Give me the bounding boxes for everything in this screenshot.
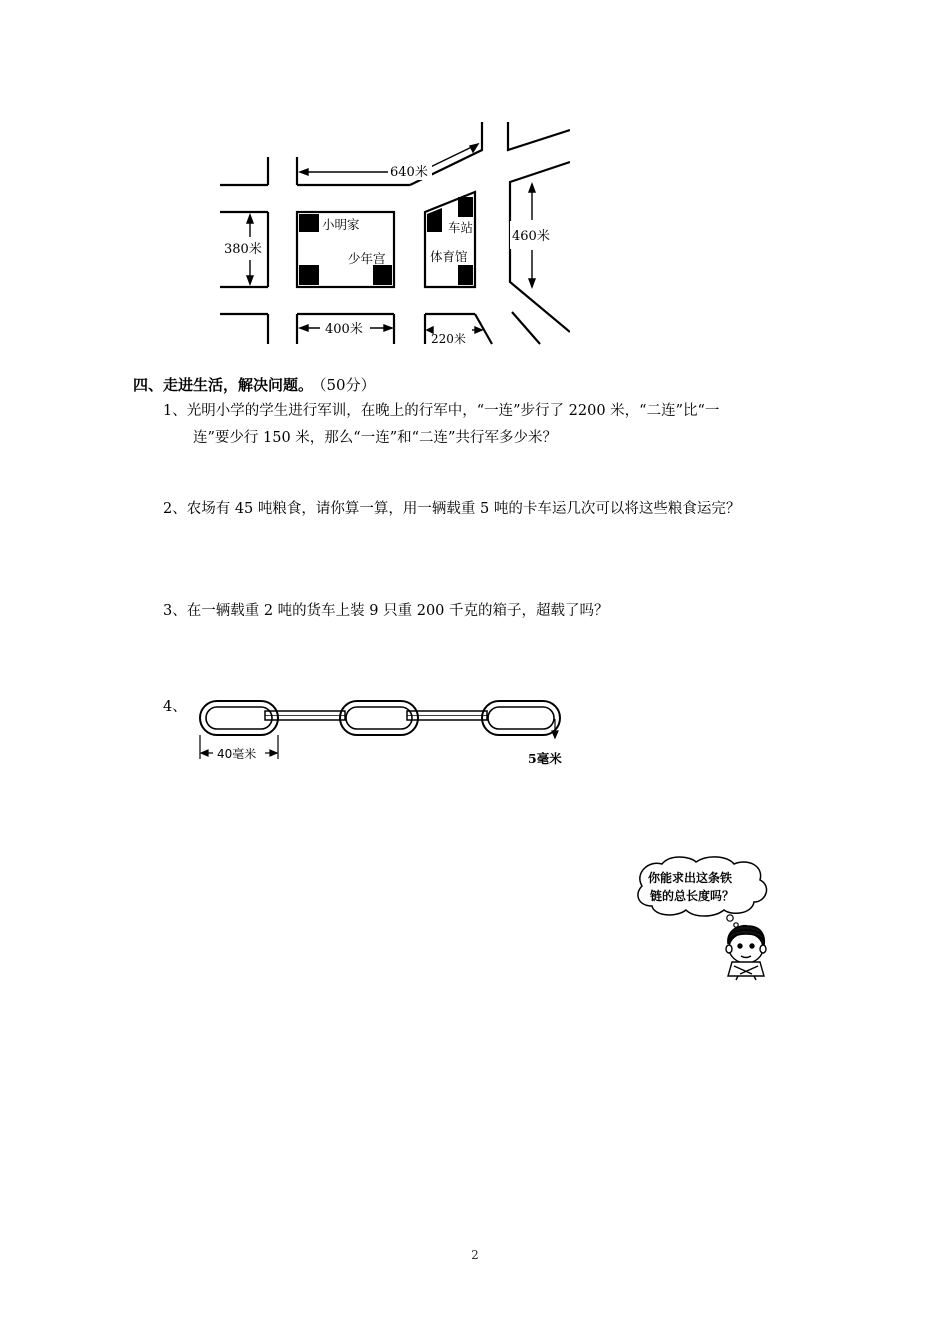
section-points: （50分） — [319, 376, 376, 394]
map-dist-220: 220米 — [431, 332, 466, 346]
speech-cloud — [638, 857, 767, 916]
map-dist-460: 460米 — [512, 229, 550, 244]
map-label-youth-palace: 少年宫 — [348, 251, 386, 266]
chain-link-length-label: 40毫米 — [217, 747, 257, 761]
chain-thickness-label: 5毫米 — [528, 751, 562, 766]
map-label-gym: 体育馆 — [430, 249, 468, 264]
question-2: 2、农场有 45 吨粮食，请你算一算，用一辆载重 5 吨的卡车运几次可以将这些粮食运完？ — [163, 501, 741, 517]
section-heading — [133, 374, 376, 395]
street-map-figure — [220, 122, 570, 348]
bubble-line-1: 你能求出这条铁 — [648, 871, 733, 885]
question-1 — [163, 398, 813, 452]
thinking-boy-icon — [726, 926, 766, 980]
question-1-line-1: 1、光明小学的学生进行军训，在晚上的行军中，“一连”步行了 2200 米，“二连”比“一 — [163, 403, 720, 419]
page-number: 2 — [471, 1248, 479, 1262]
thought-bubble-figure — [632, 852, 782, 982]
map-dist-640: 640米 — [390, 165, 428, 180]
map-label-xiaoming-home: 小明家 — [322, 217, 360, 232]
question-3: 3、在一辆载重 2 吨的货车上装 9 只重 200 千克的箱子，超载了吗？ — [163, 603, 609, 619]
section-title-text: 四、走进生活，解决问题。 — [133, 376, 314, 394]
question-4-number: 4、 — [163, 699, 187, 715]
question-1-line-2: 连”要少行 150 米，那么“一连”和“二连”共行军多少米？ — [193, 430, 557, 446]
map-dist-400: 400米 — [325, 322, 363, 337]
map-dist-380: 380米 — [224, 242, 262, 257]
map-label-station: 车站 — [448, 220, 474, 235]
iron-chain-figure — [195, 695, 585, 775]
bubble-line-2: 链的总长度吗？ — [650, 889, 735, 903]
